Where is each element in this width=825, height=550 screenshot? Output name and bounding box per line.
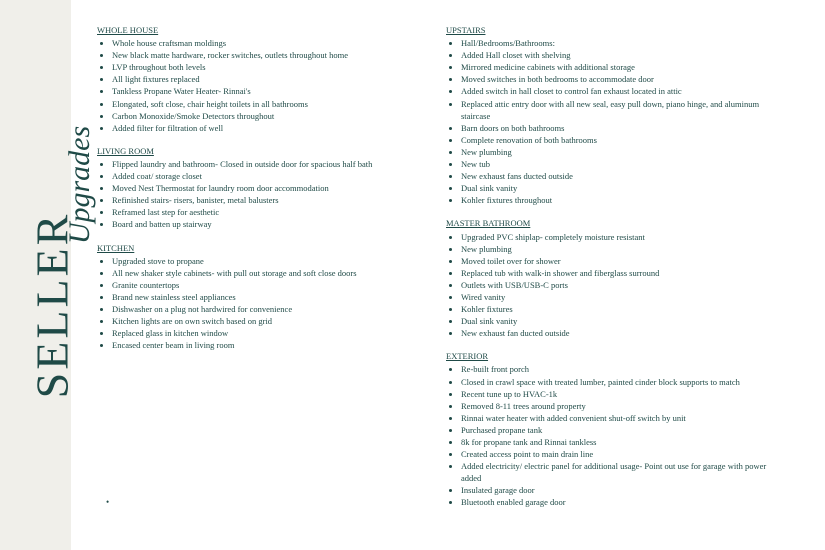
- list-item: • Moved Nest Thermostat for laundry room door accommodation: [112, 182, 397, 194]
- list-item: • New black matte hardware, rocker switches, outlets throughout home: [112, 49, 397, 61]
- list-item: • Moved switches in both bedrooms to accommodate door: [461, 73, 786, 85]
- list-item: • Rinnai water heater with added convenient shut-off switch by unit: [461, 412, 786, 424]
- section-heading: KITCHEN: [97, 242, 135, 253]
- list-item: • Dual sink vanity: [461, 182, 786, 194]
- section-heading: EXTERIOR: [446, 351, 489, 362]
- list-item: • Added switch in hall closet to control fan exhaust located in attic: [461, 85, 786, 97]
- list-item: • New exhaust fan ducted outside: [461, 327, 786, 339]
- list-item: • Added coat/ storage closet: [112, 170, 397, 182]
- list-item: • Encased center beam in living room: [112, 339, 397, 351]
- section-living-room: [97, 145, 397, 231]
- list-item: • Kitchen lights are on own switch based on grid: [112, 315, 397, 327]
- list-item: • Refinished stairs- risers, banister, metal balusters: [112, 194, 397, 206]
- section-kitchen: [97, 242, 397, 352]
- list-item: • Bluetooth enabled garage door: [461, 496, 786, 508]
- list-item: • New tub: [461, 158, 786, 170]
- list-item: • New exhaust fans ducted outside: [461, 170, 786, 182]
- list: [97, 255, 397, 352]
- list-item: • Complete renovation of both bathrooms: [461, 134, 786, 146]
- list-item: • Purchased propane tank: [461, 424, 786, 436]
- section-master-bathroom: [446, 217, 786, 339]
- list-item: • Wired vanity: [461, 291, 786, 303]
- section-heading: LIVING ROOM: [97, 145, 154, 156]
- list-item: • Added Hall closet with shelving: [461, 49, 786, 61]
- section-heading: MASTER BATHROOM: [446, 218, 531, 229]
- list-item: • Outlets with USB/USB-C ports: [461, 279, 786, 291]
- list-item: • All new shaker style cabinets- with pull out storage and soft close doors: [112, 267, 397, 279]
- list-item: • Reframed last step for aesthetic: [112, 206, 397, 218]
- list-item: • Re-built front porch: [461, 363, 786, 375]
- section-whole-house: [97, 24, 397, 134]
- list-item: • Added filter for filtration of well: [112, 122, 397, 134]
- section-exterior: [446, 350, 786, 508]
- list: [446, 363, 786, 508]
- list-item: • New plumbing: [461, 146, 786, 158]
- list-item: • Brand new stainless steel appliances: [112, 291, 397, 303]
- list-item: • Dual sink vanity: [461, 315, 786, 327]
- list-item: • Kohler fixtures throughout: [461, 194, 786, 206]
- list: [97, 37, 397, 134]
- list-item: • Upgraded PVC shiplap- completely moisture resistant: [461, 231, 786, 243]
- list-item: • Closed in crawl space with treated lumber, painted cinder block supports to match: [461, 376, 786, 388]
- stray-bullet: •: [106, 497, 110, 507]
- left-column: [97, 24, 397, 362]
- list-item: • 8k for propane tank and Rinnai tankless: [461, 436, 786, 448]
- section-heading: WHOLE HOUSE: [97, 25, 159, 35]
- list-item: • Elongated, soft close, chair height toilets in all bathrooms: [112, 98, 397, 110]
- list: [446, 37, 786, 206]
- list-item: • Moved toilet over for shower: [461, 255, 786, 267]
- list-item: • Hall/Bedrooms/Bathrooms:: [461, 37, 786, 49]
- list-item: • All light fixtures replaced: [112, 73, 397, 85]
- list-item: • New plumbing: [461, 243, 786, 255]
- list-item: • Barn doors on both bathrooms: [461, 122, 786, 134]
- list-item: • Insulated garage door: [461, 484, 786, 496]
- title-upgrades: Upgrades: [63, 125, 96, 245]
- list-item: • LVP throughout both levels: [112, 61, 397, 73]
- section-heading: UPSTAIRS: [446, 25, 486, 35]
- list-item: • Replaced glass in kitchen window: [112, 327, 397, 339]
- right-column: [446, 24, 786, 520]
- section-upstairs: [446, 24, 786, 206]
- list-item: • Mirrored medicine cabinets with additional storage: [461, 61, 786, 73]
- list: [446, 231, 786, 340]
- title-seller: SELLER: [26, 211, 78, 399]
- list-item: • Whole house craftsman moldings: [112, 37, 397, 49]
- list-item: • Tankless Propane Water Heater- Rinnai's: [112, 85, 397, 97]
- list: [97, 158, 397, 231]
- list-item: • Dishwasher on a plug not hardwired for convenience: [112, 303, 397, 315]
- list-item: • Upgraded stove to propane: [112, 255, 397, 267]
- list-item: • Board and batten up stairway: [112, 218, 397, 230]
- list-item: • Replaced attic entry door with all new seal, easy pull down, piano hinge, and aluminum staircase: [461, 98, 786, 122]
- list-item: • Replaced tub with walk-in shower and fiberglass surround: [461, 267, 786, 279]
- list-item: • Flipped laundry and bathroom- Closed in outside door for spacious half bath: [112, 158, 397, 170]
- list-item: • Created access point to main drain line: [461, 448, 786, 460]
- list-item: • Kohler fixtures: [461, 303, 786, 315]
- list-item: • Granite countertops: [112, 279, 397, 291]
- list-item: • Carbon Monoxide/Smoke Detectors throughout: [112, 110, 397, 122]
- list-item: • Added electricity/ electric panel for additional usage- Point out use for garage with power added: [461, 460, 786, 484]
- list-item: • Recent tune up to HVAC-1k: [461, 388, 786, 400]
- list-item: • Removed 8-11 trees around property: [461, 400, 786, 412]
